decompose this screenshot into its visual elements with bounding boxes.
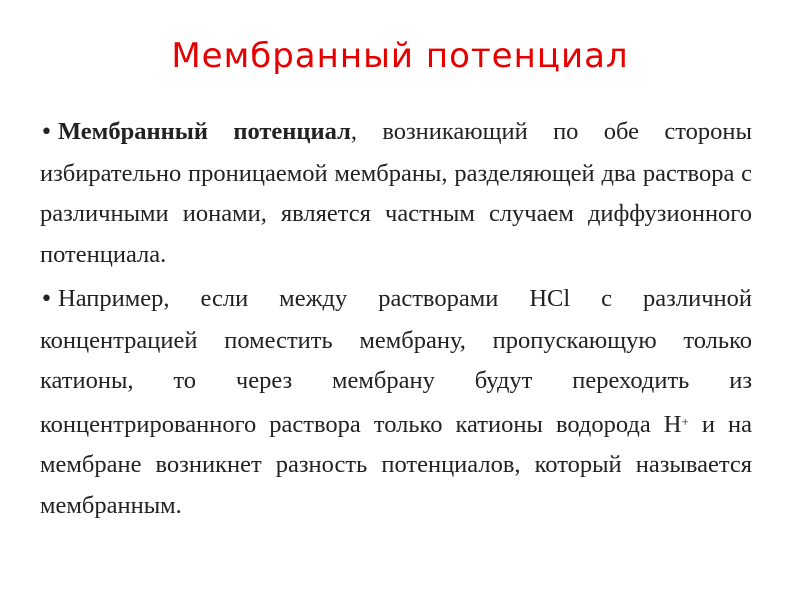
slide-title: Мембранный потенциал — [171, 36, 629, 76]
bullet-item-2 — [40, 279, 752, 526]
bullet-2-text-after: и на мембране возникнет разность потенциалов, который называется мембранным. — [40, 410, 752, 519]
bullet-1-text: , возникающий по обе стороны избирательно проницаемой мембраны, разделяющей два раствора с различными ионами, является частным случаем диффузионного потенциала. — [40, 118, 753, 268]
bullet-marker: • — [40, 287, 53, 312]
bullet-2-superscript: + — [681, 413, 689, 429]
bullet-item-1 — [40, 112, 752, 275]
bullet-2-text-before: Например, если между растворами HCl с различной концентрацией поместить мембрану, пропускающую только катионы, то через мембрану будут переходить из концентрированного раствора только катионы водорода H — [40, 285, 752, 438]
bullet-1-bold-lead: Мембранный потенциал — [58, 118, 351, 145]
bullet-marker: • — [40, 120, 53, 145]
bullet-list — [40, 112, 752, 530]
